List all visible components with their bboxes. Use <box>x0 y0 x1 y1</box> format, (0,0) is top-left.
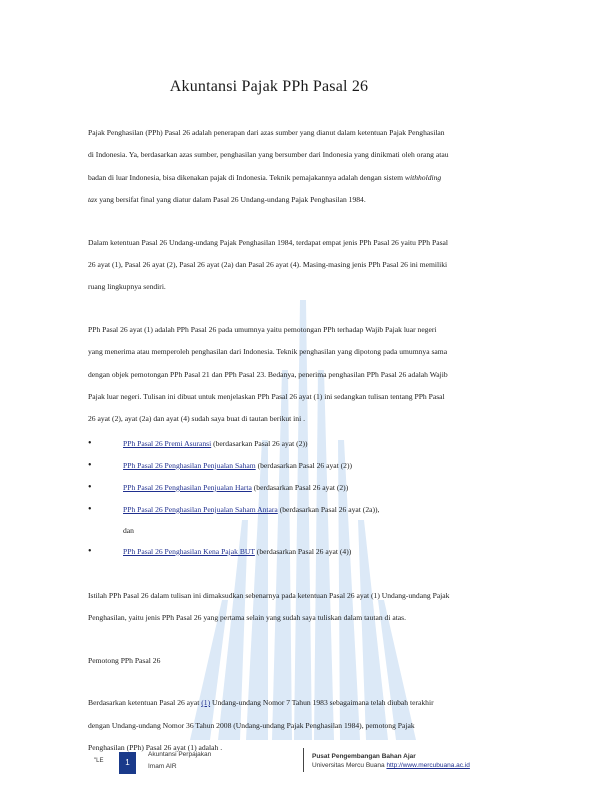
document-body <box>88 78 450 779</box>
footer-website-link[interactable]: http://www.mercubuana.ac.id <box>386 762 470 769</box>
intro-text-end: yang bersifat final yang diatur dalam Pasal 26 Undang-undang Pajak Penghasilan 1984. <box>99 195 366 205</box>
footer-university-name: Universitas Mercu Buana <box>312 762 385 769</box>
bullet-icon: • <box>88 437 92 449</box>
link-penjualan-saham[interactable]: PPh Pasal 26 Penghasilan Penjualan Saham <box>123 460 256 470</box>
section-heading-pemotong: Pemotong PPh Pasal 26 <box>88 655 161 665</box>
link-saham-antara[interactable]: PPh Pasal 26 Penghasilan Penjualan Saham Antara <box>123 504 278 514</box>
list-note: (berdasarkan Pasal 26 ayat (4)) <box>254 546 352 556</box>
link-pkp-but[interactable]: PPh Pasal 26 Penghasilan Kena Pajak BUT <box>123 546 255 556</box>
intro-italic-term: withholding tax <box>88 172 442 205</box>
footer-org-name: Pusat Pengembangan Bahan Ajar <box>312 753 416 760</box>
bullet-icon: • <box>88 503 92 515</box>
list-item <box>88 455 450 477</box>
paragraph-ayat1: PPh Pasal 26 ayat (1) adalah PPh Pasal 26 pada umumnya yaitu pemotongan PPh terhadap Wajib Pajak luar negeri yang menerima atau memperoleh penghasilan dari Indonesia. Teknik penghasilan yang dipotong pada umumnya sama dengan objek pemotongan PPh Pasal 21 dan PPh Pasal 23. Bedanya, penerima penghasilan PPh Pasal 26 adalah Wajib Pajak luar negeri. Tulisan ini dibuat untuk menjelaskan PPh Pasal 26 ayat (1) ini sedangkan tulisan tentang PPh Pasal 26 ayat (2), ayat (2a) dan ayat (4) sudah saya buat di tautan berikut ini . <box>88 324 448 424</box>
bullet-icon: • <box>88 481 92 493</box>
paragraph-intro <box>88 122 450 212</box>
list-conjunction: dan <box>123 525 134 535</box>
related-links-list <box>88 433 450 563</box>
footer-left-tag: "LE <box>94 758 104 764</box>
list-item <box>88 499 450 521</box>
pemotong-text-end: Undang-undang Nomor 7 Tahun 1983 sebagaimana telah diubah terakhir dengan Undang-undang Nomor 36 Tahun 2008 (Undang-undang Pajak Penghasilan 1984), pemotong Pajak Penghasilan (PPh) Pasal 26 ayat (1) adalah . <box>88 698 434 752</box>
bullet-icon: • <box>88 545 92 557</box>
intro-text: Pajak Penghasilan (PPh) Pasal 26 adalah penerapan dari azas sumber yang dianut dalam ketentuan Pajak Penghasilan di Indonesia. Ya, berdasarkan azas sumber, penghasilan yang bersumber dari Indonesia yang dinikmati oleh orang atau badan di luar Indonesia, bisa dikenakan pajak di Indonesia. Teknik pemajakannya adalah dengan sistem <box>88 128 449 182</box>
pemotong-text-start: Berdasarkan ketentuan Pasal 26 ayat <box>88 698 200 708</box>
list-item <box>88 541 450 563</box>
link-penjualan-harta[interactable]: PPh Pasal 26 Penghasilan Penjualan Harta <box>123 482 252 492</box>
footer-course-title: Akuntansi Perpajakan <box>148 751 212 758</box>
list-note: (berdasarkan Pasal 26 ayat (2a)), <box>277 504 380 514</box>
link-ayat-1[interactable]: (1) <box>201 698 211 708</box>
footer-author: Imam AIR <box>148 763 177 770</box>
list-note: (berdasarkan Pasal 26 ayat (2)) <box>251 482 349 492</box>
link-premi-asuransi[interactable]: PPh Pasal 26 Premi Asuransi <box>123 438 212 448</box>
bullet-icon: • <box>88 459 92 471</box>
paragraph-types: Dalam ketentuan Pasal 26 Undang-undang Pajak Penghasilan 1984, terdapat empat jenis PPh Pasal 26 yaitu PPh Pasal 26 ayat (1), Pasal 26 ayat (2), Pasal 26 ayat (2a) dan Pasal 26 ayat (4). Masing-masing jenis PPh Pasal 26 ini memiliki ruang lingkupnya sendiri. <box>88 237 449 292</box>
page-title: Akuntansi Pajak PPh Pasal 26 <box>169 78 369 95</box>
list-item <box>88 477 450 499</box>
page-number-badge: 1 <box>119 752 136 774</box>
page-footer <box>0 740 612 780</box>
paragraph-istilah: Istilah PPh Pasal 26 dalam tulisan ini dimaksudkan sebenarnya pada ketentuan Pasal 26 ayat (1) Undang-undang Pajak Penghasilan, yaitu jenis PPh Pasal 26 yang pertama selain yang sudah saya tuliskan dalam tautan di atas. <box>88 590 450 623</box>
list-note: (berdasarkan Pasal 26 ayat (2)) <box>255 460 353 470</box>
list-note: (berdasarkan Pasal 26 ayat (2)) <box>211 438 308 448</box>
list-item <box>88 433 450 455</box>
